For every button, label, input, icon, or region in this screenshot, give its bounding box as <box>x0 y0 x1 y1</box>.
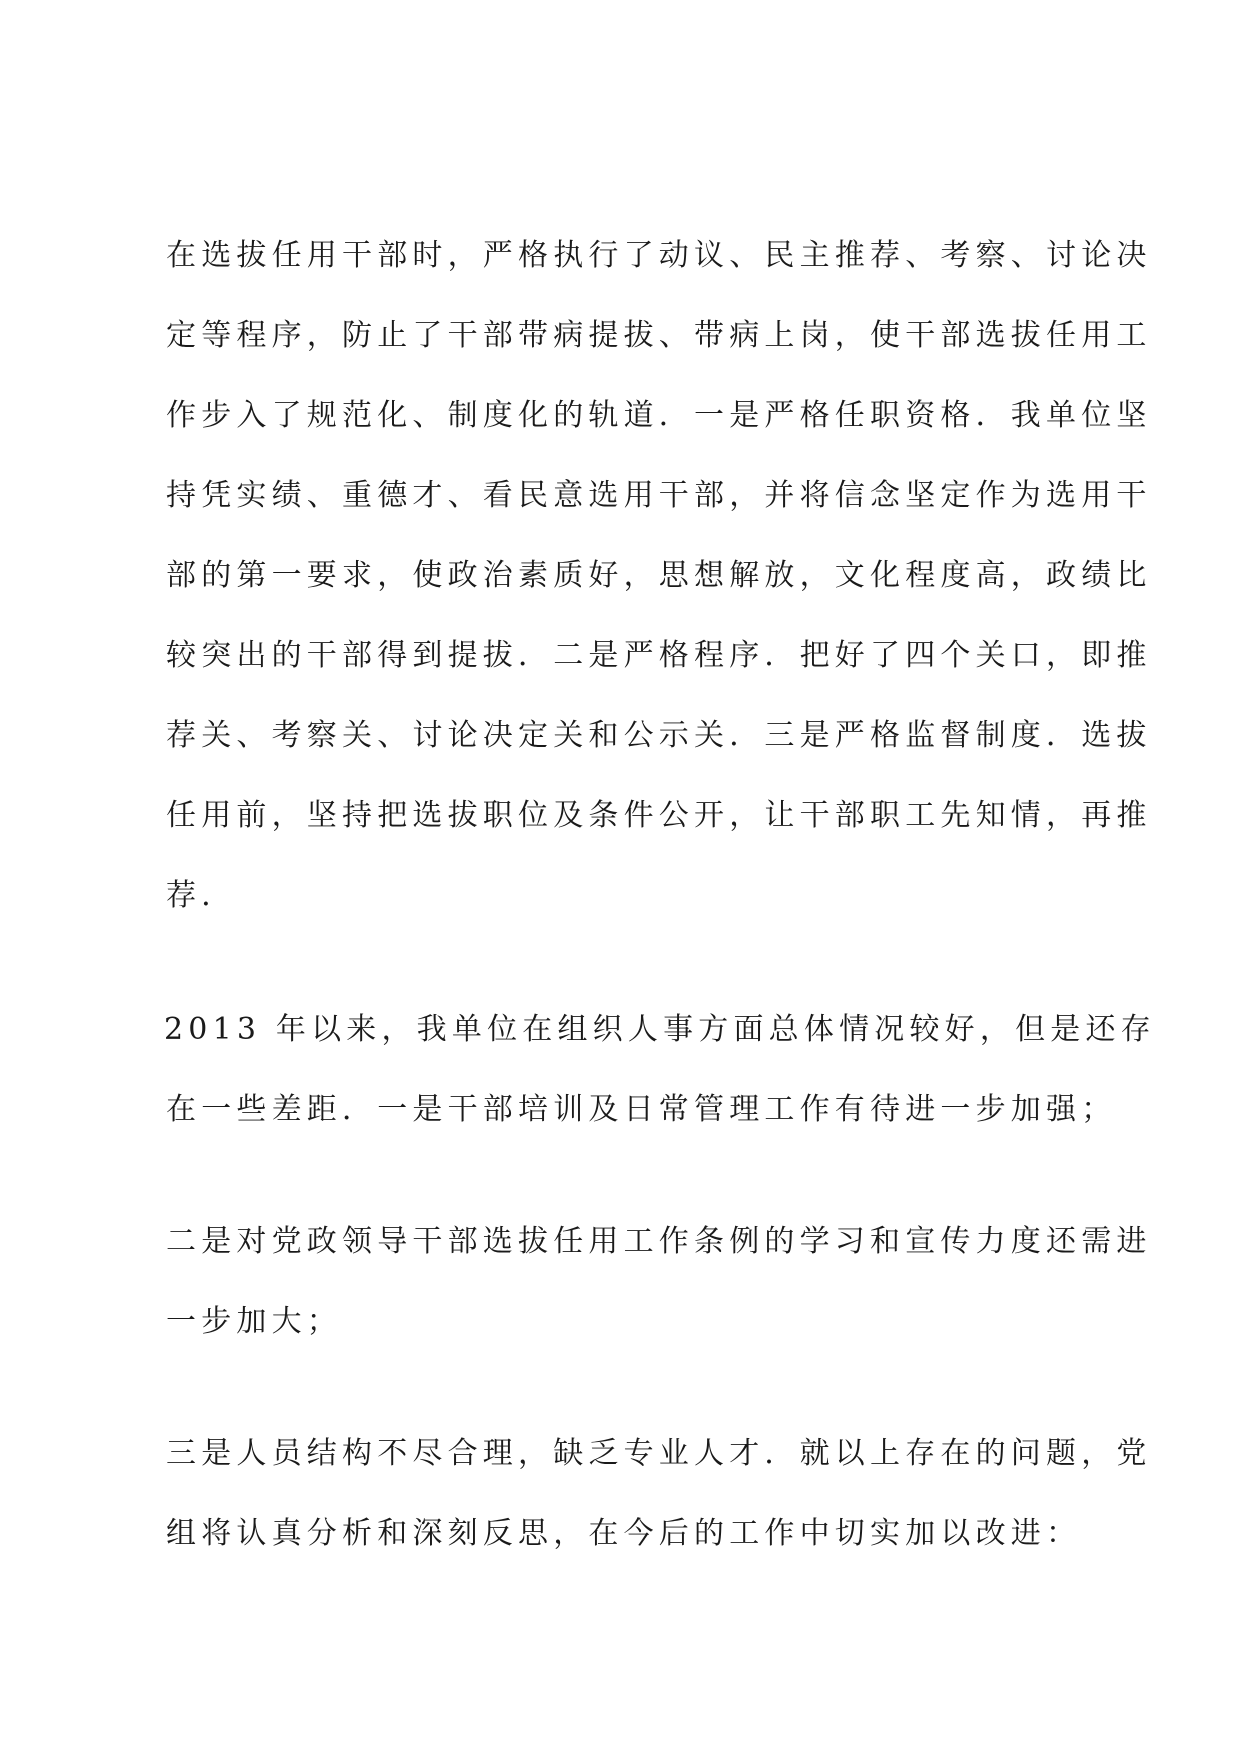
text-line: 三是人员结构不尽合理，缺乏专业人才．就以上存在的问题，党 <box>166 1436 1152 1471</box>
text-line: 定等程序，防止了干部带病提拔、带病上岗，使干部选拔任用工 <box>166 318 1152 353</box>
text-line: 荐关、考察关、讨论决定关和公示关．三是严格监督制度．选拔 <box>166 718 1152 753</box>
text-line: 2013 年以来，我单位在组织人事方面总体情况较好，但是还存 <box>164 1012 1156 1047</box>
text-line: 部的第一要求，使政治素质好，思想解放，文化程度高，政绩比 <box>166 558 1152 593</box>
text-line: 在选拔任用干部时，严格执行了动议、民主推荐、考察、讨论决 <box>166 238 1152 273</box>
text-line: 一步加大； <box>166 1304 342 1339</box>
text-line: 任用前，坚持把选拔职位及条件公开，让干部职工先知情，再推 <box>166 798 1152 833</box>
text-line: 持凭实绩、重德才、看民意选用干部，并将信念坚定作为选用干 <box>166 478 1152 513</box>
text-line: 组将认真分析和深刻反思，在今后的工作中切实加以改进： <box>166 1516 1082 1551</box>
text-line: 较突出的干部得到提拔．二是严格程序．把好了四个关口，即推 <box>166 638 1152 673</box>
text-line: 作步入了规范化、制度化的轨道．一是严格任职资格．我单位坚 <box>166 398 1152 433</box>
text-line: 在一些差距．一是干部培训及日常管理工作有待进一步加强； <box>166 1092 1117 1127</box>
text-line: 荐． <box>166 878 237 913</box>
text-line: 二是对党政领导干部选拔任用工作条例的学习和宣传力度还需进 <box>166 1224 1152 1259</box>
